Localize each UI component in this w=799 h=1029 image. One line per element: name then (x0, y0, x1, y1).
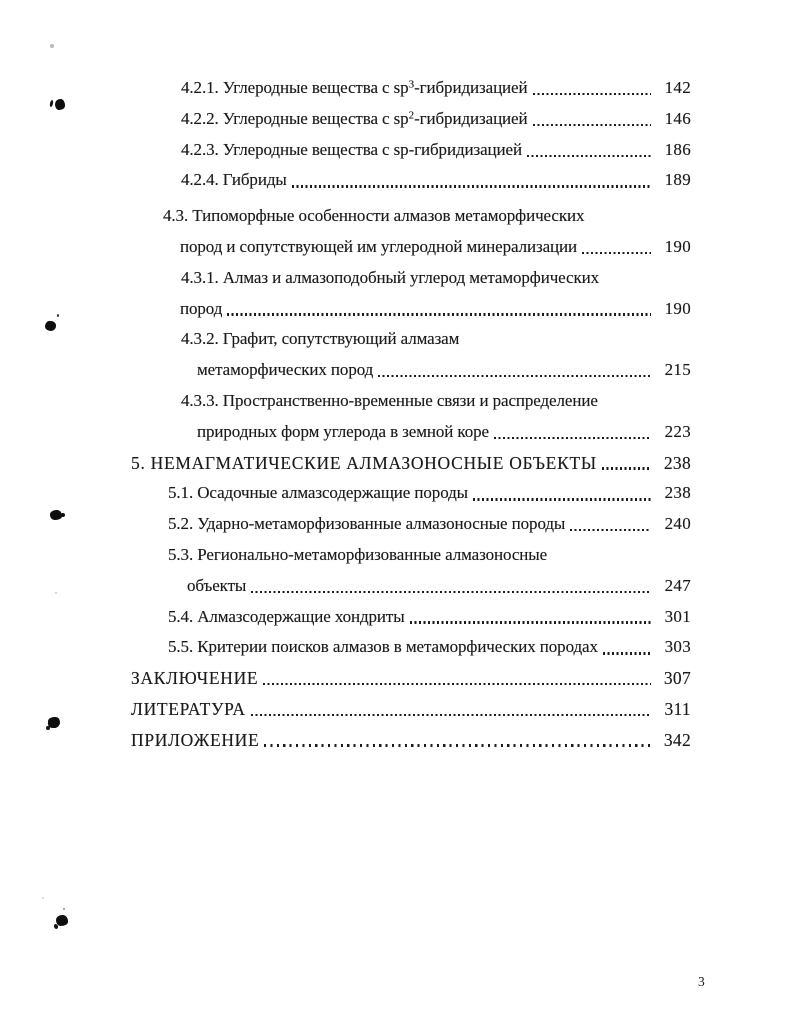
dot-leader (527, 155, 651, 157)
toc-row (0, 135, 799, 166)
page-number: 3 (698, 974, 705, 989)
toc-page-number: 190 (664, 298, 691, 318)
toc-row (0, 571, 799, 602)
toc-entry-text: 4.2.1. Углеродные вещества с $sp^3$-гибридизацией (181, 78, 528, 97)
toc-page-number: 311 (664, 698, 691, 719)
toc-entry-text: 4.2.3. Углеродные вещества с sp-гибридизацией (181, 139, 522, 159)
toc-row (0, 448, 799, 479)
toc-entry-text: 5.3. Регионально-метаморфизованные алмазоносные (168, 544, 548, 564)
toc-page-number: 240 (664, 514, 691, 534)
scan-speck (50, 44, 54, 48)
dot-leader (473, 498, 651, 500)
toc-entry-text: 5.4. Алмазсодержащие хондриты (168, 606, 405, 626)
dot-leader (227, 313, 651, 315)
toc-row (0, 632, 799, 663)
toc-entry-text: 4.2.2. Углеродные вещества с $sp^2$-гибридизацией (181, 108, 528, 128)
dot-leader (603, 652, 651, 654)
toc-entry-text: ПРИЛОЖЕНИЕ (131, 729, 260, 750)
toc-entry-text: 4.3. Типоморфные особенности алмазов метаморфических (163, 206, 585, 226)
dot-leader (264, 744, 651, 747)
toc-row (0, 165, 799, 196)
toc-row (0, 602, 799, 633)
toc-row (0, 355, 799, 386)
dot-leader (292, 185, 651, 187)
toc-row (0, 232, 799, 263)
toc-list (0, 73, 799, 756)
ink-spot (56, 915, 68, 926)
toc-page-number: 247 (664, 575, 691, 595)
toc-entry-text: метаморфических пород (197, 360, 374, 380)
dot-leader (494, 437, 651, 439)
toc-page-number: 223 (664, 421, 691, 441)
toc-entry-text: пород и сопутствующей им углеродной минерализации (180, 236, 578, 256)
toc-page-number: 238 (663, 452, 691, 473)
ink-spot (48, 717, 60, 728)
toc-entry-text: объекты (187, 575, 247, 595)
scan-speck (42, 897, 44, 899)
toc-page-number: 146 (664, 108, 691, 128)
ink-spot (55, 99, 65, 110)
toc-page-number: 301 (664, 606, 691, 626)
toc-row (0, 540, 799, 571)
toc-page-number: 189 (664, 170, 691, 190)
toc-row (0, 73, 799, 104)
toc-entry-text: 4.3.3. Пространственно-временные связи и распределение (181, 390, 598, 410)
toc-entry-text: 5.2. Ударно-метаморфизованные алмазоносные породы (168, 514, 566, 534)
superscript: 3 (408, 78, 415, 91)
toc-page-number: 215 (664, 360, 691, 380)
toc-row (0, 694, 799, 725)
toc-page-number: 186 (664, 139, 691, 159)
toc-entry-text: пород (180, 298, 223, 318)
dot-leader (251, 714, 651, 716)
dot-leader (378, 375, 651, 377)
toc-row (0, 324, 799, 355)
toc-page-number: 303 (664, 637, 691, 657)
toc-row (0, 478, 799, 509)
toc-row (0, 725, 799, 756)
toc-row (0, 294, 799, 325)
ink-spot (45, 321, 56, 331)
dot-leader (533, 124, 651, 126)
toc-page-number: 190 (664, 236, 691, 256)
toc-entry-text: природных форм углерода в земной коре (197, 421, 489, 441)
toc-entry-text: ЗАКЛЮЧЕНИЕ (131, 668, 259, 689)
toc-page-number: 342 (663, 729, 691, 750)
toc-entry-text: 5. НЕМАГМАТИЧЕСКИЕ АЛМАЗОНОСНЫЕ ОБЪЕКТЫ (131, 452, 597, 473)
toc-page-number: 238 (664, 483, 691, 503)
toc-entry-text: 4.3.2. Графит, сопутствующий алмазам (181, 329, 460, 349)
scan-speck (63, 908, 65, 910)
toc-page-number: 142 (664, 78, 691, 97)
toc-entry-text: 5.5. Критерии поисков алмазов в метаморфических породах (168, 637, 598, 657)
toc-row (0, 417, 799, 448)
superscript: 2 (408, 109, 415, 122)
toc-row (0, 663, 799, 694)
toc-entry-text: 4.2.4. Гибриды (181, 170, 287, 190)
dot-leader (582, 252, 651, 254)
toc-row (0, 509, 799, 540)
toc-row (0, 104, 799, 135)
toc-entry-text: 4.3.1. Алмаз и алмазоподобный углерод метаморфических (181, 267, 600, 287)
toc-row (0, 263, 799, 294)
dot-leader (602, 467, 651, 469)
ink-spot (50, 510, 62, 520)
toc-entry-text: 5.1. Осадочные алмазсодержащие породы (168, 483, 468, 503)
dot-leader (251, 591, 651, 593)
toc-row (0, 386, 799, 417)
toc-page-number: 307 (663, 668, 691, 689)
dot-leader (263, 683, 651, 685)
dot-leader (410, 621, 651, 623)
scan-speck (55, 592, 57, 594)
toc-entry-text: ЛИТЕРАТУРА (131, 698, 246, 719)
toc-row (0, 201, 799, 232)
dot-leader (533, 93, 651, 95)
dot-leader (570, 529, 651, 531)
